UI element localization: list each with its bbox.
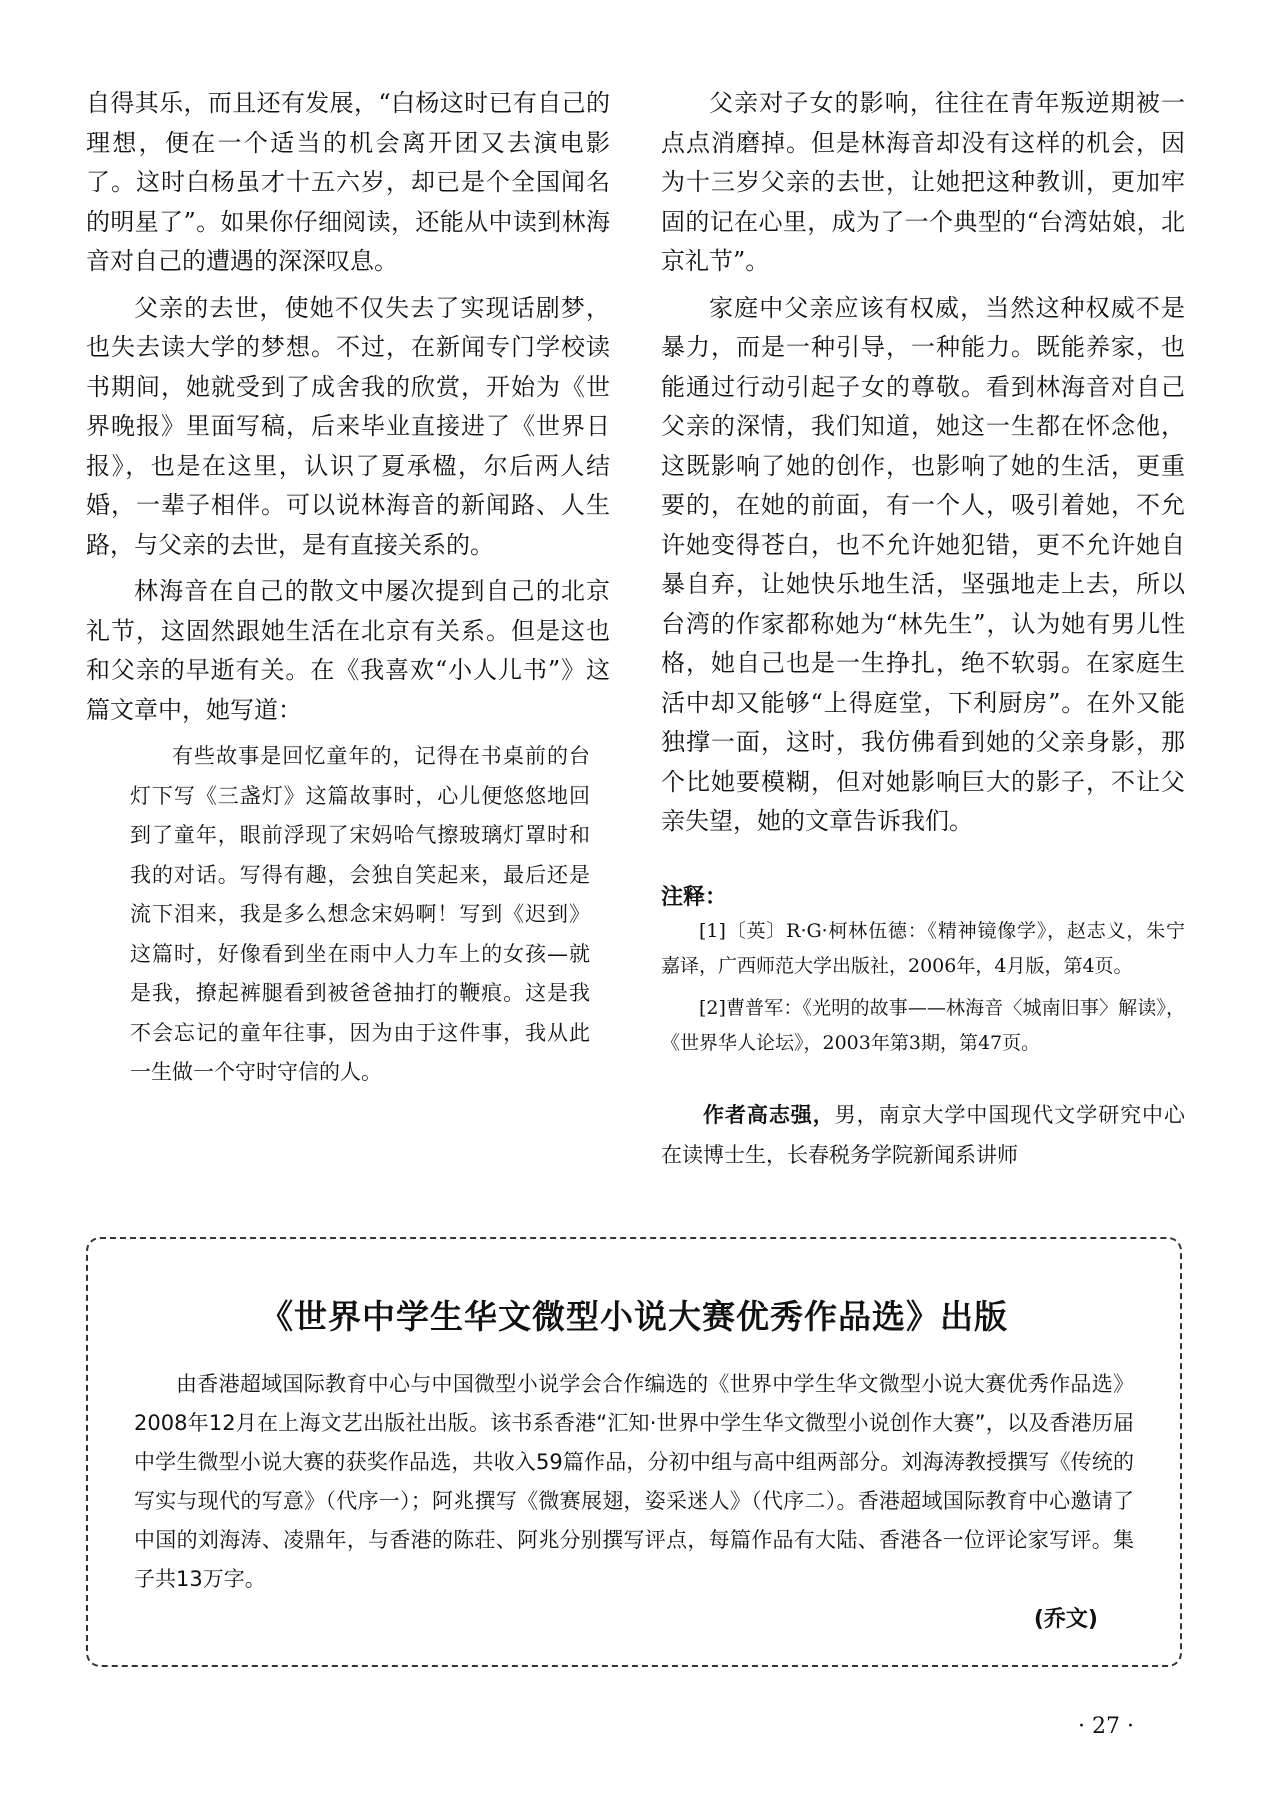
notes-heading: 注释： [661,884,728,910]
announcement-signature: (乔文) [1033,1607,1098,1632]
left-paragraph-2: 父亲的去世，使她不仅失去了实现话剧梦，也失去读大学的梦想。不过，在新闻专门学校读书期间，她就受到了成舍我的欣赏，开始为《世界晚报》里面写稿，后来毕业直接进了《世界日报》，也是在这里，认识了夏承楹，尔后两人结婚，一辈子相伴。可以说林海音的新闻路、人生路，与父亲的去世，是有直接关系的。 [86,293,610,559]
author-info: 男，南京大学中国现代文学研究中心在读博士生，长春税务学院新闻系讲师 [661,1102,1186,1167]
right-paragraph-2: 家庭中父亲应该有权威，当然这种权威不是暴力，而是一种引导，一种能力。既能养家，也能通过行动引起子女的尊敬。看到林海音对自己父亲的深情，我们知道，她这一生都在怀念他，这既影响了她的创作，也影响了她的生活，更重要的，在她的前面，有一个人，吸引着她，不允许她变得苍白，也不允许她犯错，更不允许她自暴自弃，让她快乐地生活，坚强地走上去，所以台湾的作家都称她为“林先生”，认为她有男儿性格，她自己也是一生挣扎，绝不软弱。在家庭生活中却又能够“上得庭堂，下利厨房”。在外又能独撑一面，这时，我仿佛看到她的父亲身影，那个比她要模糊，但对她影响巨大的影子，不让父亲失望，她的文章告诉我们。 [661,293,1185,835]
footnote-1: [1]〔英〕R·G·柯林伍德：《精神镜像学》，赵志义，朱宁嘉译，广西师范大学出版社，2006年，4月版，第4页。 [661,919,1185,977]
announcement-title: 《世界中学生华文微型小说大赛优秀作品选》出版 [260,1297,1008,1336]
block-quote: 有些故事是回忆童年的，记得在书桌前的台灯下写《三盏灯》这篇故事时，心儿便悠悠地回到了童年，眼前浮现了宋妈哈气擦玻璃灯罩时和我的对话。写得有趣，会独自笑起来，最后还是流下泪来，我是多么想念宋妈啊！写到《迟到》这篇时，好像看到坐在雨中人力车上的女孩—就是我，撩起裤腿看到被爸爸抽打的鞭痕。这是我不会忘记的童年往事，因为由于这件事，我从此一生做一个守时守信的人。 [130,744,590,1084]
announcement-body: 由香港超域国际教育中心与中国微型小说学会合作编选的《世界中学生华文微型小说大赛优秀作品选》2008年12月在上海文艺出版社出版。该书系香港“汇知·世界中学生华文微型小说创作大赛”，以及香港历届中学生微型小说大赛的获奖作品选，共收入59篇作品，分初中组与高中组两部分。刘海涛教授撰写《传统的写实与现代的写意》（代序一）；阿兆撰写《微赛展翅，姿采迷人》（代序二）。香港超域国际教育中心邀请了中国的刘海涛、凌鼎年，与香港的陈荘、阿兆分别撰写评点，每篇作品有大陆、香港各一位评论家写评。集子共13万字。 [134,1372,1134,1591]
right-paragraph-1: 父亲对子女的影响，往往在青年叛逆期被一点点消磨掉。但是林海音却没有这样的机会，因为十三岁父亲的去世，让她把这种教训，更加牢固的记在心里，成为了一个典型的“台湾姑娘，北京礼节”。 [661,89,1185,275]
left-paragraph-3: 林海音在自己的散文中屡次提到自己的北京礼节，这固然跟她生活在北京有关系。但是这也和父亲的早逝有关。在《我喜欢“小人儿书”》这篇文章中，她写道： [86,577,610,724]
footnote-2: [2]曹普军：《光明的故事——林海音〈城南旧事〉解读》，《世界华人论坛》，2003年第3期，第47页。 [661,996,1185,1054]
left-column [86,84,610,1100]
right-column [661,84,1185,1175]
page-number: · 27 · [1078,1714,1134,1739]
left-paragraph-1: 自得其乐，而且还有发展，“白杨这时已有自己的理想，便在一个适当的机会离开团又去演电影了。这时白杨虽才十五六岁，却已是个全国闻名的明星了”。如果你仔细阅读，还能从中读到林海音对自己的遭遇的深深叹息。 [86,89,610,275]
author-name: 作者高志强， [703,1102,835,1127]
announcement-box [86,1237,1182,1667]
author-bio [661,1095,1185,1175]
